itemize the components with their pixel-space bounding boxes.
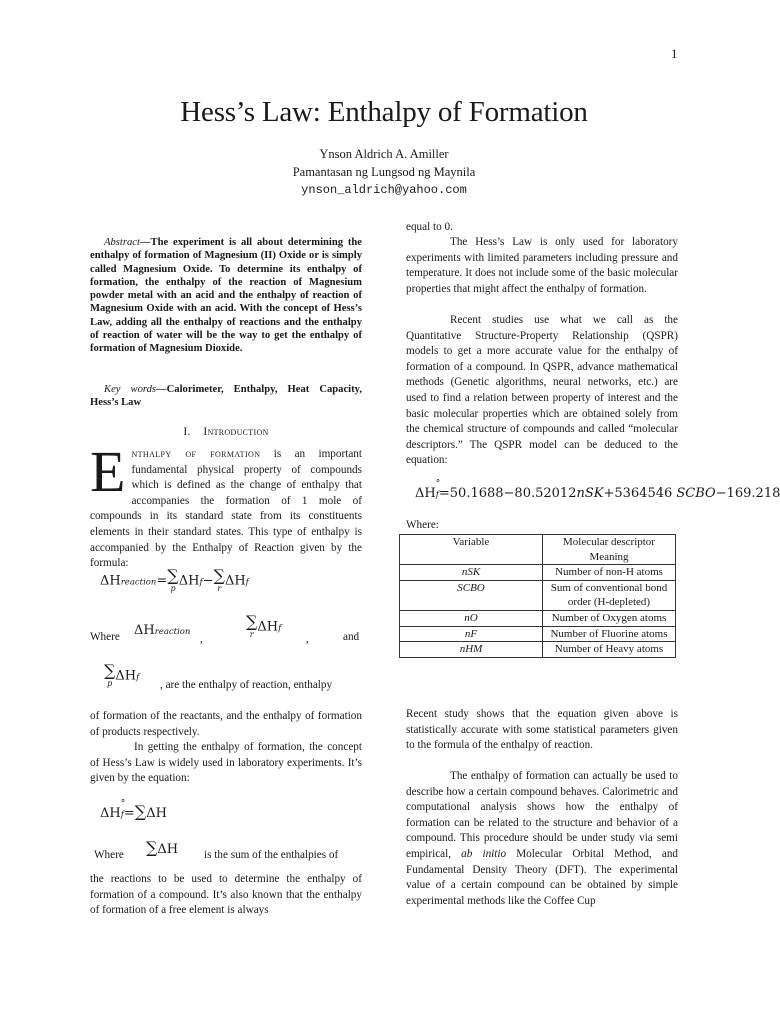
where2-dh: ΔH bbox=[157, 842, 179, 857]
table-cell-variable: nF bbox=[400, 626, 543, 642]
table-cell-variable: nHM bbox=[400, 642, 543, 658]
where-sum-r-delta-hf: ∑ r ΔHf bbox=[246, 612, 282, 639]
keywords-text: Calorimeter, Enthalpy, Heat Capacity, Hess’s Law bbox=[90, 384, 363, 409]
right-paragraph-1: The Hess’s Law is only used for laboratory experiments with limited parameters including pressure and temperature. It does not include some of the basic molecular properties that might affect the enthalpy of formation. bbox=[406, 236, 678, 295]
where-sum-r-dh: ΔH bbox=[257, 619, 279, 635]
equation-hess-law: ΔH ° f=∑ΔH bbox=[100, 799, 167, 821]
drop-cap: E bbox=[90, 439, 126, 504]
eq1-minus: − bbox=[202, 573, 214, 589]
where-dh-sub: reaction bbox=[154, 627, 191, 637]
page-number: 1 bbox=[671, 46, 678, 61]
right-paragraph-3: Recent study shows that the equation given above is statistically accurate with some statistical parameters given to the formula of the enthalpy of reaction. bbox=[406, 708, 678, 752]
author-affiliation: Pamantasan ng Lungsod ng Maynila bbox=[292, 165, 476, 179]
intro-paragraph-2: of formation of the reactants, and the enthalpy of formation of products respectively. bbox=[90, 710, 362, 738]
descriptor-table bbox=[399, 534, 676, 658]
eq1-term2-sub: f bbox=[245, 577, 249, 588]
table-row bbox=[400, 580, 676, 610]
section-title: Introduction bbox=[203, 426, 269, 438]
table-cell-variable: nO bbox=[400, 610, 543, 626]
eq3-rhs: =50.1688−80.52012 bbox=[438, 486, 577, 501]
table-row bbox=[400, 642, 676, 658]
eq1-term1: ΔH bbox=[178, 573, 200, 589]
paper-title: Hess’s Law: Enthalpy of Formation bbox=[180, 96, 588, 128]
where-sum-p-dh-sub: f bbox=[136, 672, 140, 683]
eq2-lhs: ΔH bbox=[100, 806, 121, 821]
intro-paragraph-3: In getting the enthalpy of formation, the concept of Hess’s Law is widely used in laboratory experiments. It’s given by the equation: bbox=[90, 741, 362, 785]
keywords-label: Key words bbox=[104, 384, 157, 395]
where-sum-p-limit: p bbox=[107, 679, 113, 688]
eq1-sum-r-limit: r bbox=[217, 584, 222, 593]
author-email: ynson_aldrich@yahoo.com bbox=[301, 183, 467, 197]
table-row bbox=[400, 610, 676, 626]
where2-sum-delta-h: ∑ΔH bbox=[146, 838, 179, 857]
table-cell-meaning: Number of Fluorine atoms bbox=[543, 626, 676, 642]
eq1-lhs-sub: reaction bbox=[120, 577, 157, 588]
eq1-lhs: ΔH bbox=[100, 573, 121, 589]
eq1-term2: ΔH bbox=[224, 573, 246, 589]
right-p4-text-a: The enthalpy of formation can actually be used to describe how a certain compound behaves. Calorimetric and computational analysis shows how the enthalpy of formation can be related to the structure and behavior of a compound. This procedure should be under study via semi empirical, bbox=[406, 770, 678, 860]
where-sum-p-dh: ΔH bbox=[115, 668, 137, 684]
where-comma-1: , bbox=[200, 633, 203, 645]
table-row bbox=[400, 626, 676, 642]
intro-p1-text: is an important fundamental physical property of compounds which is defined as the change of enthalpy that accompanies the formation of 1 mole of compounds in its standard state from its constituents elements in their standard states. This type of enthalpy is accompanied by the Enthalpy of Reaction given by the formula: bbox=[90, 448, 362, 570]
right-paragraph-0: equal to 0. bbox=[406, 221, 453, 233]
where-rest: , are the enthalpy of reaction, enthalpy bbox=[160, 679, 333, 691]
right-paragraph-2: Recent studies use what we call as the Quantitative Structure-Property Relationship (QSPR) models to get a more accurate value for the enthalpy of formation of a compound. In QSPR, advance mathematical methods (Genetic algorithms, neural networks, etc.) are used to find a relation between property of interest and the basic molecular properties which are obtained solely from the chemical structure of compounds and called “molecular descriptors.” The QSPR model can be deduced to the equation: bbox=[406, 314, 678, 467]
where-and: and bbox=[343, 631, 360, 643]
where2-rest: is the sum of the enthalpies of bbox=[204, 849, 339, 861]
eq3-tail: −169.218 bbox=[715, 486, 780, 501]
right-p4-text-b: Molecular Orbital Method, and Fundamental Density Theory (DFT). The experimental value of a certain compound can be obtained by simple experimental methods like the Coffee Cup bbox=[406, 847, 679, 907]
where-comma-2: , bbox=[306, 633, 309, 645]
section-number: I. bbox=[183, 426, 191, 438]
eq2-lhs-sub: f bbox=[120, 810, 124, 820]
eq3-mid: +5364546 bbox=[603, 486, 673, 501]
equation-qspr bbox=[415, 479, 780, 501]
eq3-lhs-sub: f bbox=[435, 490, 439, 500]
table-header-meaning: Molecular descriptor Meaning bbox=[543, 535, 676, 565]
table-cell-variable: SCBO bbox=[400, 580, 543, 610]
eq2-rhs: ΔH bbox=[146, 806, 167, 821]
where-sum-r-dh-sub: f bbox=[278, 623, 282, 634]
eq3-lhs-sup: ° bbox=[435, 479, 441, 489]
right-paragraph-4 bbox=[406, 769, 678, 909]
eq1-sum-p-limit: p bbox=[170, 584, 176, 593]
abstract-dash: — bbox=[139, 237, 151, 248]
eq1-sum-p: ∑ p bbox=[167, 566, 179, 593]
keywords bbox=[90, 383, 362, 410]
intro-paragraph-1 bbox=[90, 439, 362, 572]
where2-label: Where bbox=[94, 849, 124, 861]
equation-enthalpy-of-reaction bbox=[100, 568, 249, 594]
where-dh: ΔH bbox=[134, 623, 155, 638]
intro-lead: nthalpy of formation bbox=[131, 448, 261, 460]
table-cell-meaning: Number of Oxygen atoms bbox=[543, 610, 676, 626]
table-cell-meaning: Sum of conventional bond order (H-depleted) bbox=[543, 580, 676, 610]
where-sum-p-delta-hf: ∑ p ΔHf bbox=[104, 661, 140, 688]
eq2-equals: = bbox=[123, 806, 135, 821]
keywords-dash: — bbox=[156, 384, 167, 395]
table-where-label: Where: bbox=[406, 519, 439, 531]
table-cell-meaning: Number of Heavy atoms bbox=[543, 642, 676, 658]
section-heading-introduction bbox=[90, 426, 362, 438]
abstract bbox=[90, 236, 362, 356]
table-row bbox=[400, 565, 676, 581]
right-p4-italic: ab initio bbox=[461, 847, 507, 860]
eq1-equals: = bbox=[156, 573, 168, 589]
table-cell-variable: nSK bbox=[400, 565, 543, 581]
eq3-var-scbo: SCBO bbox=[676, 486, 716, 501]
eq2-lhs-sup: ° bbox=[120, 799, 126, 809]
author-name: Ynson Aldrich A. Amiller bbox=[319, 147, 449, 161]
where-delta-h-reaction bbox=[134, 623, 190, 638]
abstract-label: Abstract bbox=[104, 237, 140, 248]
eq3-lhs: ΔH bbox=[415, 486, 436, 501]
eq1-term1-sub: f bbox=[199, 577, 203, 588]
abstract-text: The experiment is all about determining the enthalpy of formation of Magnesium (II) Oxide or is simply called Magnesium Oxide. To determine its enthalpy of formation, the enthalpy of the reaction of Magnesium powder metal with an acid and the enthalpy of reaction of Magnesium Oxide with an acid. With the concept of Hess’s Law, adding all the enthalpy of reactions and the enthalpy of reaction of water will be the way to get the enthalpy of formation of Magnesium Dioxide. bbox=[90, 237, 362, 355]
eq3-var-nsk: nSK bbox=[576, 486, 604, 501]
where-sum-r-limit: r bbox=[249, 630, 254, 639]
table-header-variable: Variable bbox=[400, 535, 543, 565]
where-label: Where bbox=[90, 631, 120, 643]
eq1-sum-r: ∑ r bbox=[213, 566, 225, 593]
table-header-row bbox=[400, 535, 676, 565]
table-cell-meaning: Number of non-H atoms bbox=[543, 565, 676, 581]
intro-paragraph-4: the reactions to be used to determine the enthalpy of formation of a compound. It’s also known that the enthalpy of formation of a free element is always bbox=[90, 873, 362, 917]
